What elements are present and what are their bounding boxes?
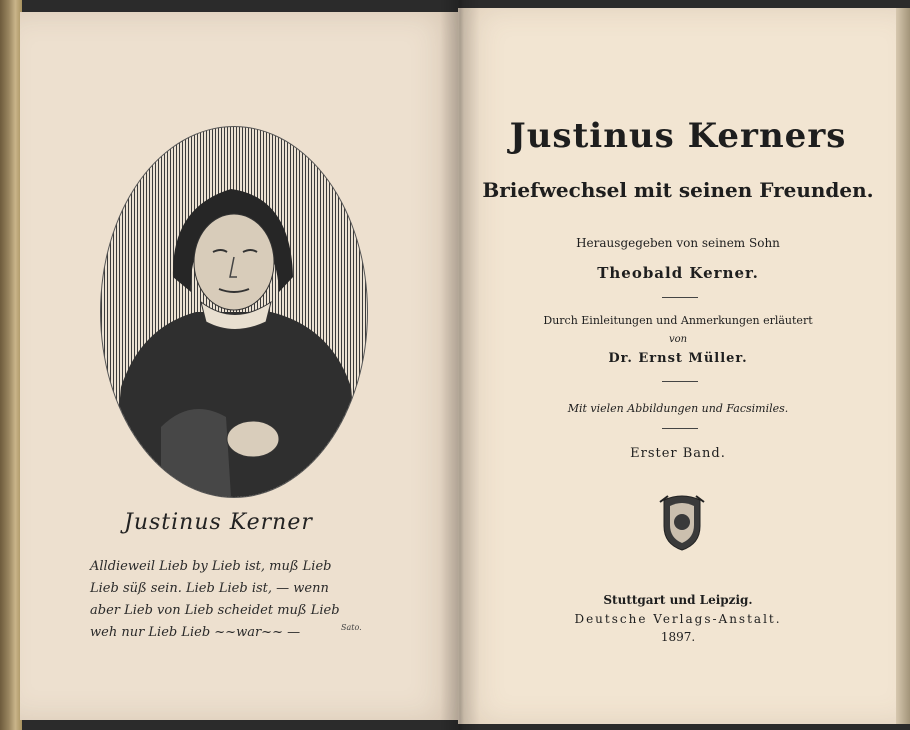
editor-name: Theobald Kerner. [597, 264, 759, 282]
engraver-credit: Sato. [341, 623, 362, 632]
author-signature: Justinus Kerner [124, 510, 313, 535]
divider-rule [662, 428, 698, 429]
title-page [458, 8, 898, 724]
divider-rule [662, 297, 698, 298]
handwriting-line: Alldieweil Lieb by Lieb ist, muß Lieb [90, 559, 332, 574]
von-line: von [668, 334, 688, 345]
book-gutter [440, 0, 480, 730]
book-subtitle: Briefwechsel mit seinen Freunden. [482, 178, 874, 202]
portrait-engraving [100, 126, 368, 498]
publisher-name: Deutsche Verlags-Anstalt. [574, 612, 782, 626]
illustrations-note: Mit vielen Abbildungen und Facsimiles. [567, 402, 789, 415]
divider-rule [662, 381, 698, 382]
book-title: Justinus Kerners [509, 116, 847, 156]
annotation-line: Durch Einleitungen und Anmerkungen erläutert [543, 314, 813, 327]
frontispiece-page [20, 12, 458, 720]
page-stack-edge [896, 8, 910, 724]
volume-label: Erster Band. [630, 446, 726, 461]
handwriting-line: aber Lieb von Lieb scheidet muß Lieb [90, 603, 340, 618]
editor-intro: Herausgegeben von seinem Sohn [576, 236, 780, 250]
annotator-name: Dr. Ernst Müller. [608, 351, 748, 366]
book-cover-edge [0, 0, 22, 730]
publication-year: 1897. [660, 630, 696, 644]
publisher-emblem-icon [654, 492, 710, 556]
handwriting-line: Lieb süß sein. Lieb Lieb ist, — wenn [90, 581, 329, 596]
handwriting-line: weh nur Lieb Lieb ~~war~~ — [90, 625, 301, 640]
publication-place: Stuttgart und Leipzig. [603, 593, 753, 607]
